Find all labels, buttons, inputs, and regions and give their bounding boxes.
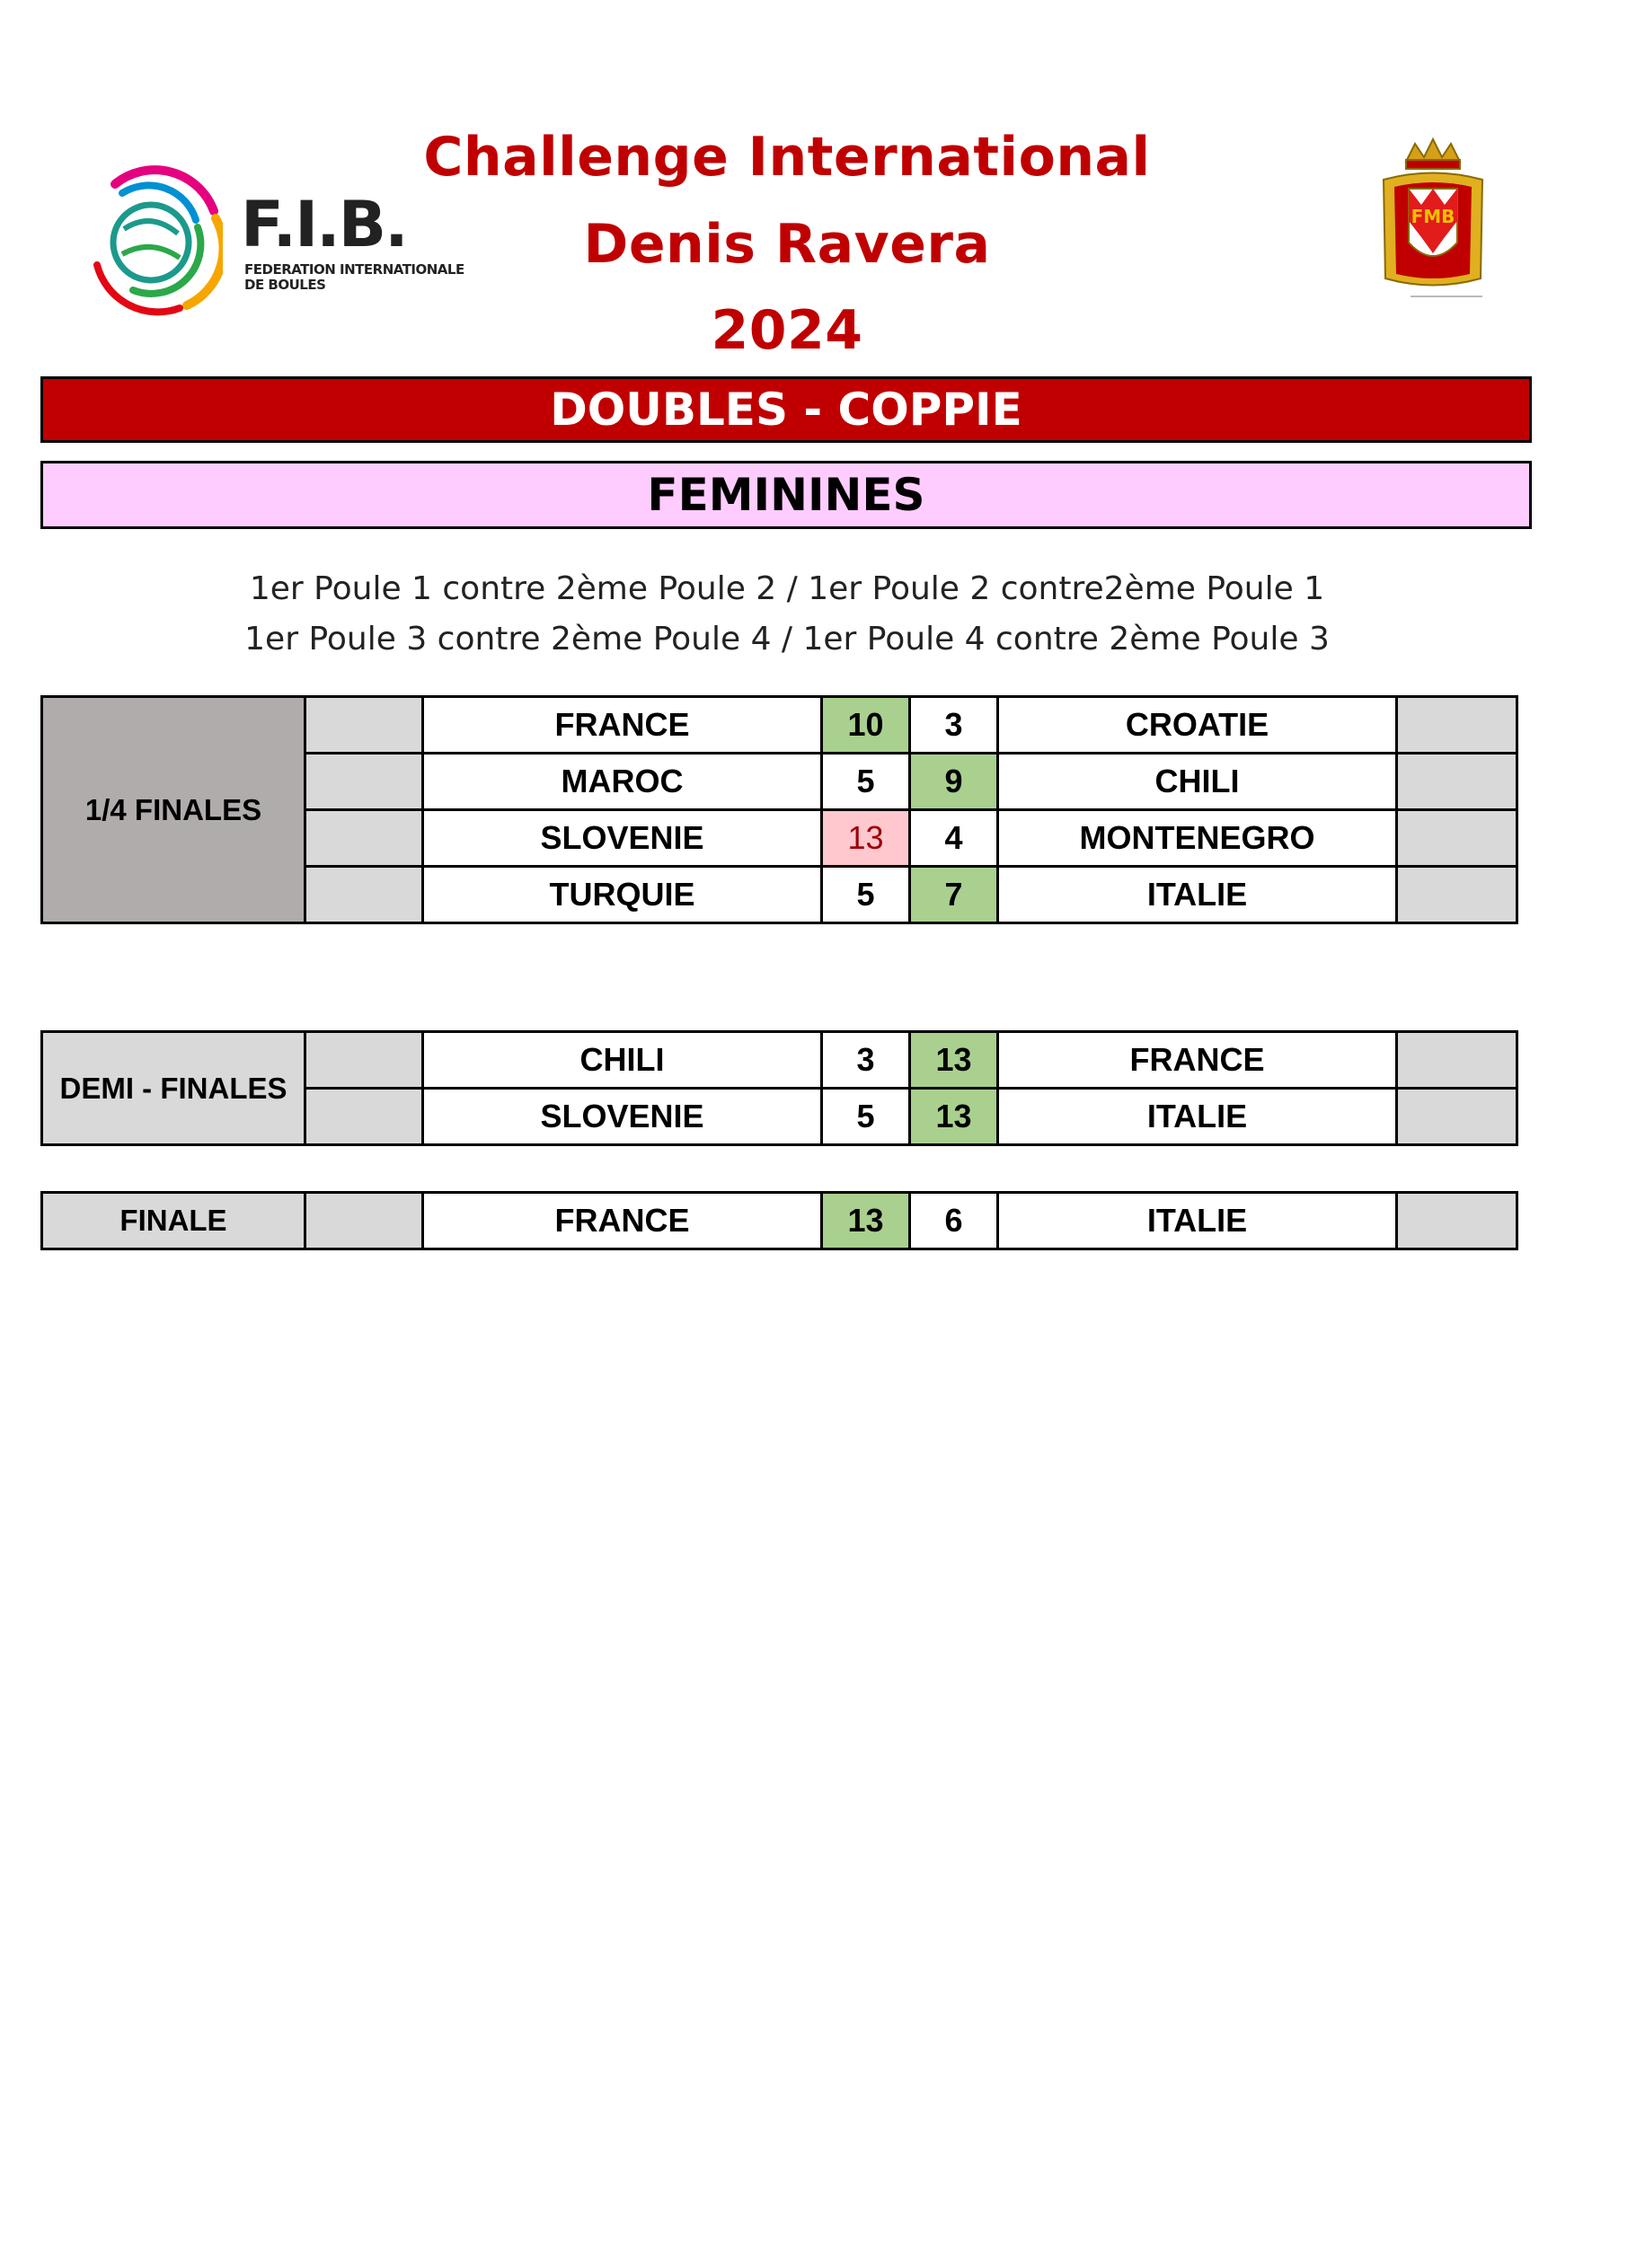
semi-finals-table <box>40 1030 1518 1146</box>
fib-logo-subtitle-line: FEDERATION INTERNATIONALE <box>244 261 464 278</box>
score-b: 6 <box>910 1193 998 1249</box>
flag-cell <box>1397 754 1517 810</box>
quarter-finals-table <box>40 695 1518 924</box>
score-a: 5 <box>822 754 910 810</box>
flag-cell <box>305 810 423 867</box>
score-a: 5 <box>822 1089 910 1145</box>
rule-line-2: 1er Poule 3 contre 2ème Poule 4 / 1er Poule 4 contre 2ème Poule 3 <box>244 621 1330 657</box>
team-a: CHILI <box>423 1032 822 1089</box>
score-b: 3 <box>910 697 998 754</box>
round-label: FINALE <box>42 1193 305 1249</box>
team-a: FRANCE <box>423 1193 822 1249</box>
team-b: FRANCE <box>998 1032 1397 1089</box>
team-b: CROATIE <box>998 697 1397 754</box>
team-b: ITALIE <box>998 1193 1397 1249</box>
flag-cell <box>305 1032 423 1089</box>
score-a: 5 <box>822 867 910 923</box>
title-line-1: Challenge International <box>423 126 1151 189</box>
table-row <box>42 1032 1517 1089</box>
score-b: 7 <box>910 867 998 923</box>
flag-cell <box>1397 1193 1517 1249</box>
score-b: 9 <box>910 754 998 810</box>
title-line-2: Denis Ravera <box>583 213 991 276</box>
fib-logo-name: F.I.B. <box>241 188 407 261</box>
flag-cell <box>305 697 423 754</box>
team-b: ITALIE <box>998 867 1397 923</box>
fib-logo-subtitle-line: DE BOULES <box>244 277 326 293</box>
fib-logo-subtitle <box>244 262 464 293</box>
score-a: 13 <box>822 810 910 867</box>
fmb-crest-text: FMB <box>1411 206 1455 227</box>
team-b: ITALIE <box>998 1089 1397 1145</box>
gender-banner: FEMININES <box>40 461 1532 529</box>
flag-cell <box>305 1089 423 1145</box>
final-table <box>40 1191 1518 1250</box>
rule-line-1: 1er Poule 1 contre 2ème Poule 2 / 1er Poule 2 contre2ème Poule 1 <box>249 570 1325 607</box>
score-a: 13 <box>822 1193 910 1249</box>
flag-cell <box>305 754 423 810</box>
table-row <box>42 1193 1517 1249</box>
score-a: 3 <box>822 1032 910 1089</box>
team-a: TURQUIE <box>423 867 822 923</box>
flag-cell <box>1397 1032 1517 1089</box>
team-a: MAROC <box>423 754 822 810</box>
flag-cell <box>305 1193 423 1249</box>
flag-cell <box>1397 697 1517 754</box>
team-a: SLOVENIE <box>423 810 822 867</box>
flag-cell <box>1397 1089 1517 1145</box>
team-a: FRANCE <box>423 697 822 754</box>
team-b: CHILI <box>998 754 1397 810</box>
score-a: 10 <box>822 697 910 754</box>
flag-cell <box>1397 867 1517 923</box>
category-banner: DOUBLES - COPPIE <box>40 376 1532 443</box>
round-label: DEMI - FINALES <box>42 1032 305 1145</box>
score-b: 13 <box>910 1032 998 1089</box>
flag-cell <box>305 867 423 923</box>
team-a: SLOVENIE <box>423 1089 822 1145</box>
flag-cell <box>1397 810 1517 867</box>
score-b: 13 <box>910 1089 998 1145</box>
table-row <box>42 697 1517 754</box>
fib-logo-icon <box>79 157 223 319</box>
round-label: 1/4 FINALES <box>42 697 305 923</box>
title-line-3: 2024 <box>711 299 863 362</box>
score-b: 4 <box>910 810 998 867</box>
team-b: MONTENEGRO <box>998 810 1397 867</box>
fmb-crest-icon <box>1375 135 1491 301</box>
